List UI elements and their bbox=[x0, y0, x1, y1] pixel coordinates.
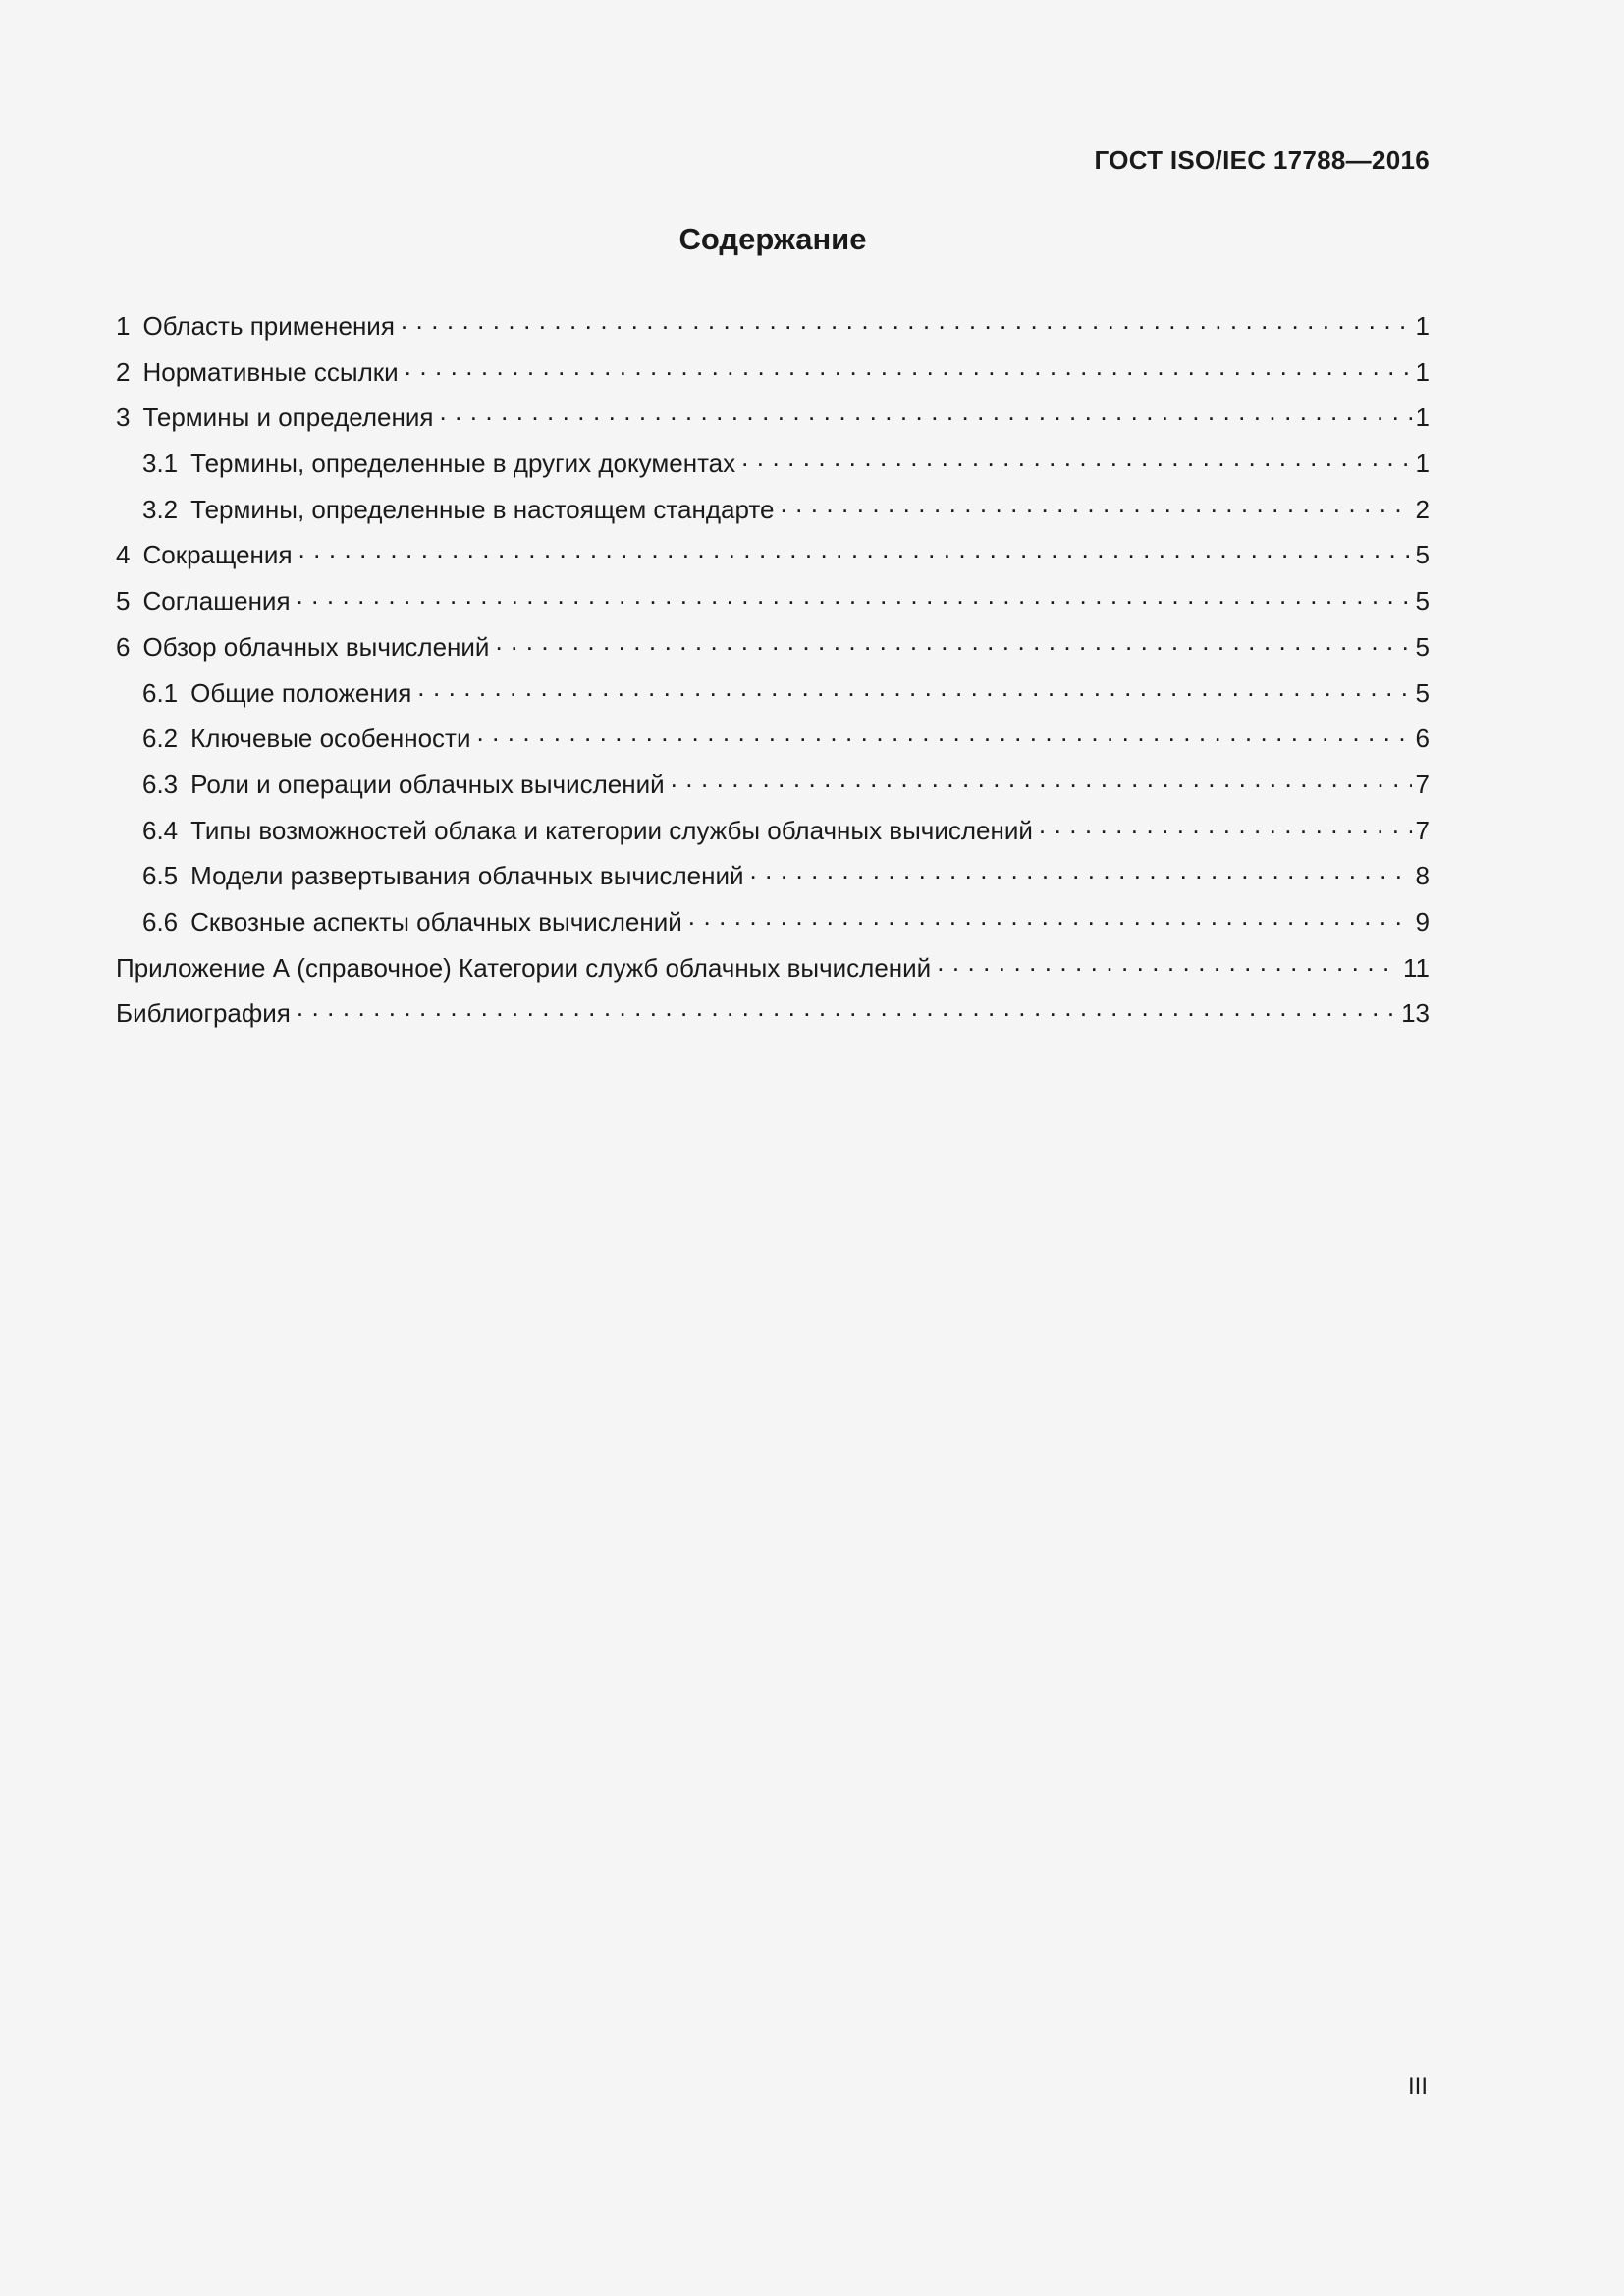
toc-entry-title: Термины, определенные в других документах bbox=[190, 449, 736, 479]
toc-entry-page: 13 bbox=[1401, 998, 1430, 1029]
toc-entry[interactable] bbox=[116, 992, 1430, 1039]
toc-leader-dots bbox=[688, 901, 1412, 931]
toc-entry-title: Нормативные ссылки bbox=[142, 356, 399, 387]
toc-entry-page: 1 bbox=[1415, 449, 1430, 479]
toc-title: Содержание bbox=[678, 222, 867, 256]
toc-entry-title: Роли и операции облачных вычислений bbox=[190, 769, 665, 799]
toc-leader-dots bbox=[401, 305, 1412, 335]
toc-leader-dots bbox=[750, 855, 1412, 884]
toc-entry-title: Термины, определенные в настоящем стандарте bbox=[190, 494, 775, 524]
toc-entry[interactable] bbox=[116, 947, 1430, 993]
toc-entry[interactable] bbox=[116, 489, 1430, 535]
toc-entry[interactable] bbox=[116, 305, 1430, 351]
toc-leader-dots bbox=[297, 992, 1397, 1022]
toc-entry-number: 6.4 bbox=[142, 815, 179, 845]
toc-entry-number: 6.1 bbox=[142, 677, 179, 708]
toc-entry-page: 1 bbox=[1415, 311, 1430, 341]
toc-entry-page: 6 bbox=[1415, 723, 1430, 754]
toc-leader-dots bbox=[741, 443, 1411, 472]
toc-entry-title: Обзор облачных вычислений bbox=[142, 631, 490, 662]
toc-entry-number: 6.2 bbox=[142, 723, 179, 754]
toc-leader-dots bbox=[405, 351, 1412, 381]
toc-entry-page: 8 bbox=[1415, 861, 1430, 891]
toc-entry-number: 2 bbox=[116, 356, 131, 387]
toc-entry-page: 9 bbox=[1415, 906, 1430, 936]
toc-entry-title: Приложение А (справочное) Категории служб облачных вычислений bbox=[116, 952, 932, 983]
toc-entry-title: Ключевые особенности bbox=[190, 723, 471, 754]
toc-entry[interactable] bbox=[116, 810, 1430, 856]
toc-entry[interactable] bbox=[116, 764, 1430, 810]
toc-entry[interactable] bbox=[116, 672, 1430, 719]
toc-leader-dots bbox=[495, 626, 1411, 656]
toc-leader-dots bbox=[297, 580, 1412, 610]
toc-leader-dots bbox=[417, 672, 1411, 702]
table-of-contents bbox=[116, 305, 1430, 1039]
document-code: ГОСТ ISO/IEC 17788—2016 bbox=[1094, 145, 1430, 175]
toc-entry-page: 2 bbox=[1415, 494, 1430, 524]
toc-leader-dots bbox=[476, 718, 1411, 747]
toc-entry-number: 3.1 bbox=[142, 449, 179, 479]
toc-entry-page: 5 bbox=[1415, 540, 1430, 570]
toc-entry[interactable] bbox=[116, 718, 1430, 764]
toc-leader-dots bbox=[937, 947, 1399, 977]
toc-entry-title: Сквозные аспекты облачных вычислений bbox=[190, 906, 682, 936]
toc-entry-page: 1 bbox=[1415, 402, 1430, 433]
toc-entry[interactable] bbox=[116, 580, 1430, 626]
toc-leader-dots bbox=[780, 489, 1411, 518]
toc-entry-number: 1 bbox=[116, 311, 131, 341]
toc-entry-page: 5 bbox=[1415, 631, 1430, 662]
toc-leader-dots bbox=[671, 764, 1412, 793]
toc-entry[interactable] bbox=[116, 901, 1430, 947]
toc-entry-title: Термины и определения bbox=[142, 402, 434, 433]
toc-entry-title: Модели развертывания облачных вычислений bbox=[190, 861, 744, 891]
toc-entry-number: 5 bbox=[116, 586, 131, 616]
toc-entry-number: 6.6 bbox=[142, 906, 179, 936]
toc-entry[interactable] bbox=[116, 397, 1430, 443]
toc-entry[interactable] bbox=[116, 443, 1430, 489]
toc-entry-number: 3 bbox=[116, 402, 131, 433]
toc-entry[interactable] bbox=[116, 534, 1430, 580]
toc-entry-page: 7 bbox=[1415, 815, 1430, 845]
toc-entry-number: 6 bbox=[116, 631, 131, 662]
toc-entry-title: Общие положения bbox=[190, 677, 412, 708]
toc-entry-page: 5 bbox=[1415, 586, 1430, 616]
toc-entry-title: Сокращения bbox=[142, 540, 293, 570]
toc-leader-dots bbox=[1039, 810, 1412, 839]
toc-entry-number: 6.5 bbox=[142, 861, 179, 891]
toc-leader-dots bbox=[439, 397, 1411, 426]
toc-entry[interactable] bbox=[116, 626, 1430, 672]
toc-entry-page: 1 bbox=[1415, 356, 1430, 387]
toc-entry-title: Типы возможностей облака и категории службы облачных вычислений bbox=[190, 815, 1033, 845]
toc-leader-dots bbox=[298, 534, 1412, 563]
page-number: III bbox=[1407, 2073, 1428, 2100]
toc-entry-title: Библиография bbox=[116, 998, 291, 1029]
toc-entry[interactable] bbox=[116, 855, 1430, 901]
toc-entry-number: 3.2 bbox=[142, 494, 179, 524]
toc-entry-title: Область применения bbox=[142, 311, 395, 341]
toc-entry[interactable] bbox=[116, 351, 1430, 398]
toc-entry-page: 5 bbox=[1415, 677, 1430, 708]
toc-entry-page: 7 bbox=[1415, 769, 1430, 799]
toc-entry-title: Соглашения bbox=[142, 586, 291, 616]
toc-entry-number: 6.3 bbox=[142, 769, 179, 799]
toc-entry-number: 4 bbox=[116, 540, 131, 570]
toc-entry-page: 11 bbox=[1403, 952, 1430, 983]
